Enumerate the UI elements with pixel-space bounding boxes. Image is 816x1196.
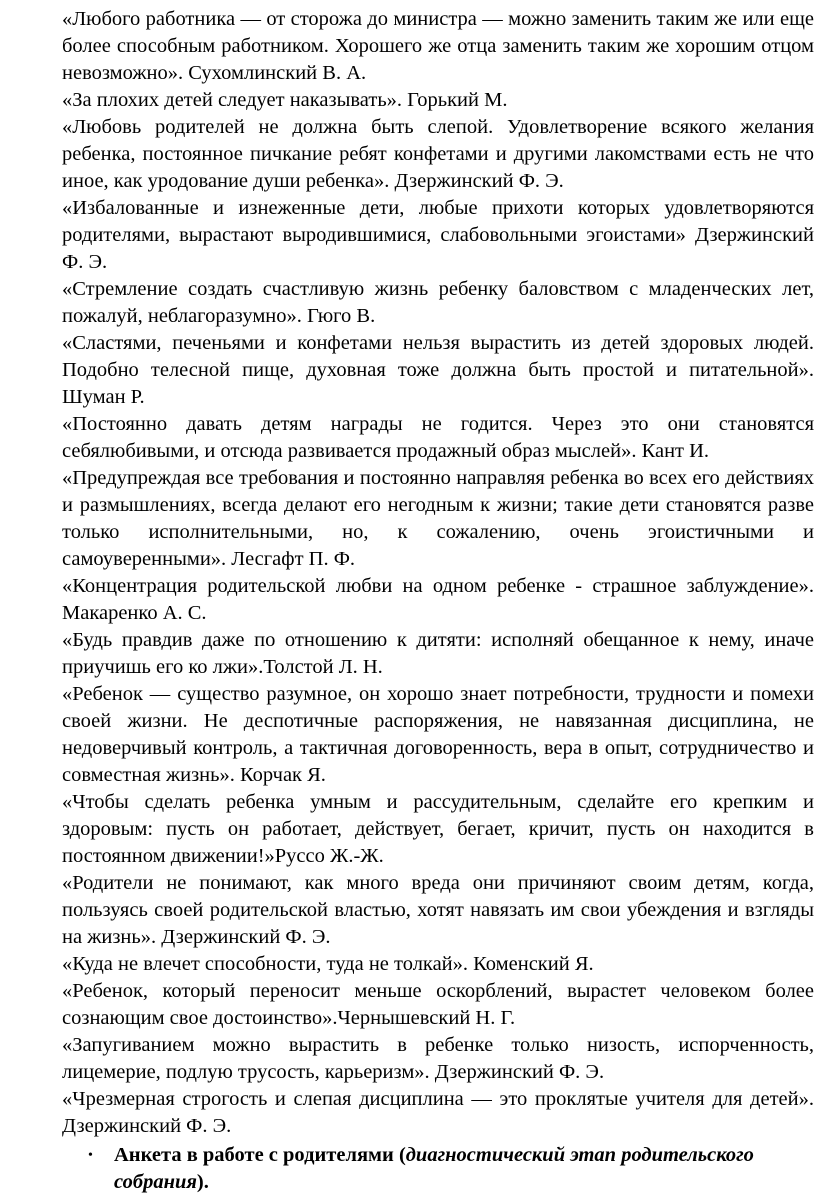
- quote-paragraph: «Любовь родителей не должна быть слепой. Удовлетворение всякого желания ребенка, постоянное пичкание ребят конфетами и другими лакомствами есть не что иное, как уродование души ребенка». Дзержинский Ф. Э.: [62, 116, 814, 192]
- bullet-item: [62, 1142, 814, 1196]
- quote-paragraph: «Ребенок, который переносит меньше оскорблений, вырастет человеком более сознающим свое достоинство».Чернышевский Н. Г.: [62, 980, 814, 1029]
- section-heading: [114, 1142, 814, 1196]
- quote-paragraph: «Избалованные и изнеженные дети, любые прихоти которых удовлетворяются родителями, вырастают выродившимися, слабовольными эгоистами» Дзержинский Ф. Э.: [62, 197, 814, 273]
- heading-italic-part: диагностический этап родительского собрания: [114, 1144, 754, 1193]
- quote-paragraph: «Ребенок — существо разумное, он хорошо знает потребности, трудности и помехи своей жизни. Не деспотичные распоряжения, не навязанная дисциплина, не недоверчивый контроль, а тактичная договоренность, вера в опыт, сотрудничество и совместная жизнь». Корчак Я.: [62, 683, 814, 786]
- quote-paragraph: «Будь правдив даже по отношению к дитяти: исполняй обещанное к нему, иначе приучишь его ко лжи».Толстой Л. Н.: [62, 629, 814, 678]
- document-page: [62, 6, 814, 1196]
- quote-paragraph: «Чтобы сделать ребенка умным и рассудительным, сделайте его крепким и здоровым: пусть он работает, действует, бегает, кричит, пусть он находится в постоянном движении!»Руссо Ж.-Ж.: [62, 791, 814, 867]
- bullet-marker: •: [88, 1148, 93, 1163]
- heading-bold-end: ).: [196, 1171, 209, 1193]
- quote-paragraph: «Запугиванием можно вырастить в ребенке только низость, испорченность, лицемерие, подлую трусость, карьеризм». Дзержинский Ф. Э.: [62, 1034, 814, 1083]
- heading-bold-start: Анкета в работе с родителями (: [114, 1144, 406, 1166]
- quote-paragraph: «Чрезмерная строгость и слепая дисциплина — это проклятые учителя для детей». Дзержинский Ф. Э.: [62, 1088, 814, 1137]
- quote-paragraph: «За плохих детей следует наказывать». Горький М.: [62, 89, 508, 111]
- quote-paragraph: «Предупреждая все требования и постоянно направляя ребенка во всех его действиях и размышлениях, всегда делают его негодным к жизни; такие дети становятся разве только исполнительными, но, к сожалению, очень эгоистичными и самоуверенными». Лесгафт П. Ф.: [62, 467, 814, 570]
- quote-paragraph: «Сластями, печеньями и конфетами нельзя вырастить из детей здоровых людей. Подобно телесной пище, духовная тоже должна быть простой и питательной». Шуман Р.: [62, 332, 814, 408]
- quote-paragraph: «Куда не влечет способности, туда не толкай». Коменский Я.: [62, 953, 594, 975]
- quote-paragraph: «Постоянно давать детям награды не годится. Через это они становятся себялюбивыми, и отсюда развивается продажный образ мыслей». Кант И.: [62, 413, 814, 462]
- quote-paragraph: «Стремление создать счастливую жизнь ребенку баловством с младенческих лет, пожалуй, неблагоразумно». Гюго В.: [62, 278, 814, 327]
- quote-paragraph: «Родители не понимают, как много вреда они причиняют своим детям, когда, пользуясь своей родительской властью, хотят навязать им свои убеждения и взгляды на жизнь». Дзержинский Ф. Э.: [62, 872, 814, 948]
- quote-paragraph: «Любого работника — от сторожа до министра — можно заменить таким же или еще более способным работником. Хорошего же отца заменить таким же хорошим отцом невозможно». Сухомлинский В. А.: [62, 8, 814, 84]
- quote-paragraph: «Концентрация родительской любви на одном ребенке - страшное заблуждение». Макаренко А. С.: [62, 575, 814, 624]
